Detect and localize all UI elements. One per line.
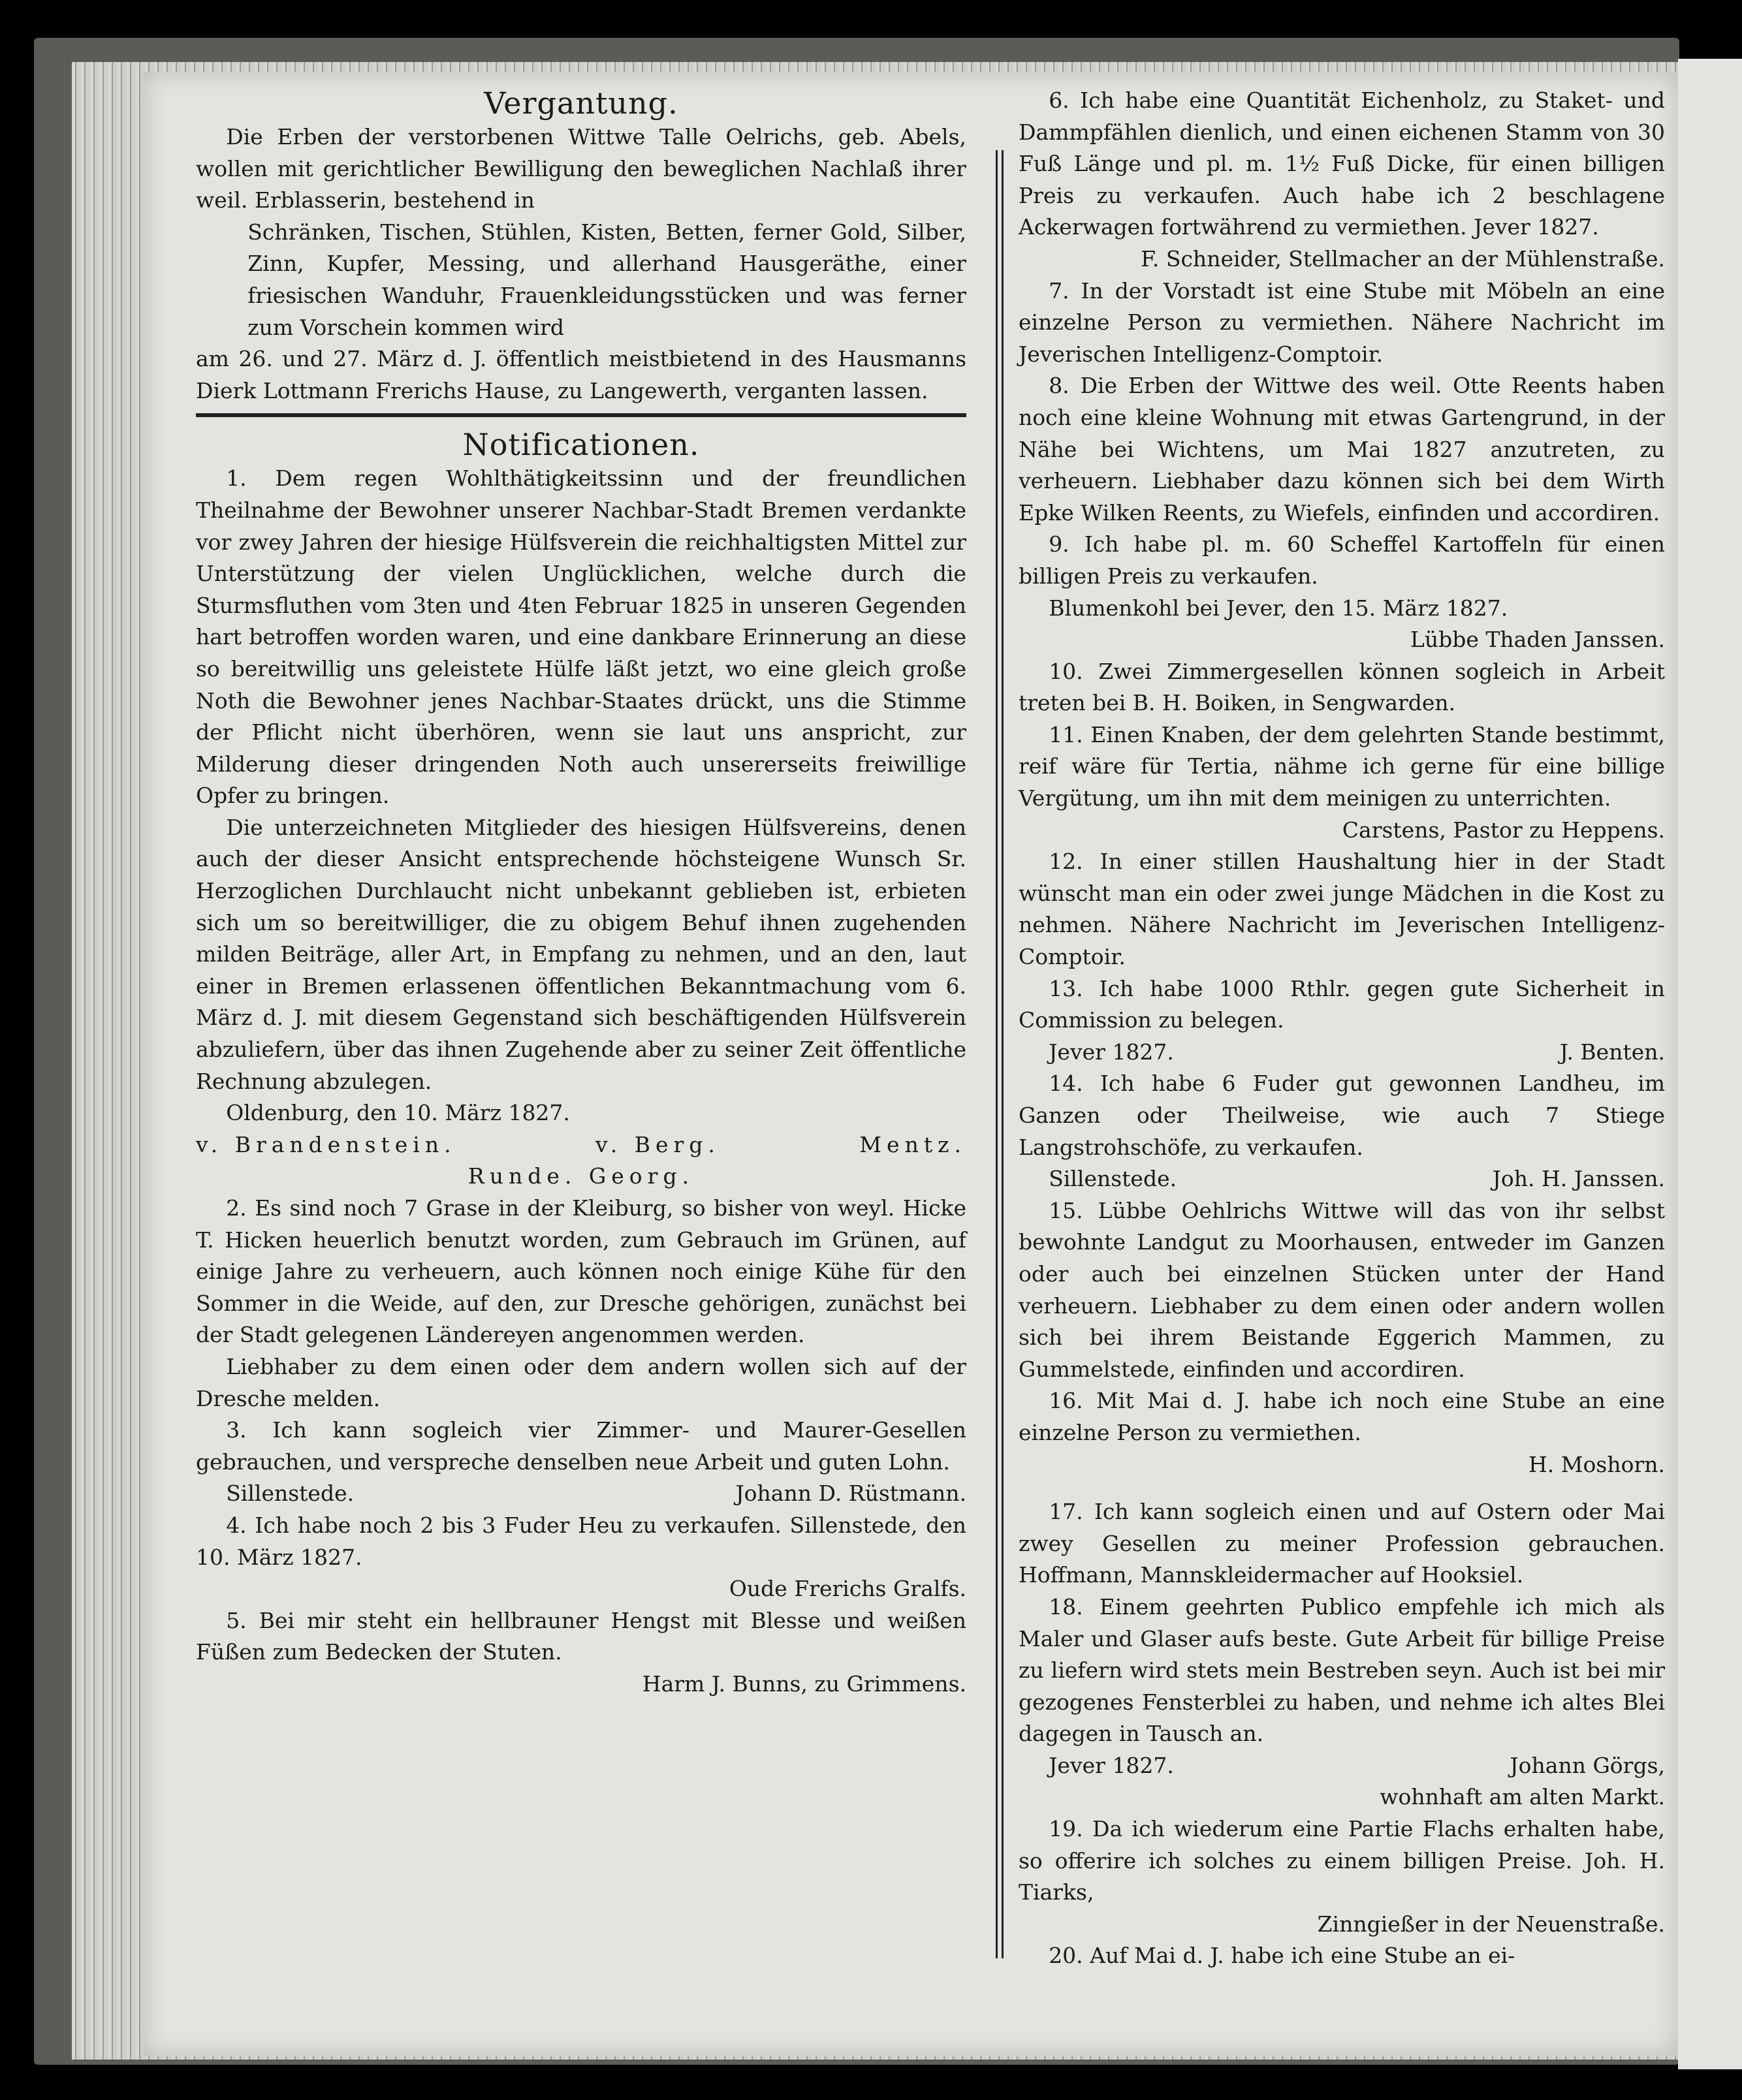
paragraph: 16. Mit Mai d. J. habe ich noch eine Stube an eine einzelne Person zu vermiethen. — [1019, 1388, 1665, 1445]
column-divider — [996, 150, 1004, 1958]
paragraph: Die Erben der verstorbenen Wittwe Talle Oelrichs, geb. Abels, wollen mit gerichtlicher Bewilligung den beweglichen Nachlaß ihrer weil. Erblasserin, bestehend in — [196, 124, 966, 213]
paragraph: wohnhaft am alten Markt. — [1380, 1784, 1665, 1810]
paragraph: Lübbe Thaden Janssen. — [1410, 627, 1665, 653]
signature-text: v. Berg. — [595, 1131, 720, 1157]
right-column — [1019, 85, 1665, 1972]
section-heading: Vergantung. — [484, 86, 678, 121]
paragraph: 9. Ich habe pl. m. 60 Scheffel Kartoffeln für einen billigen Preis zu verkaufen. — [1019, 531, 1665, 589]
signature-row — [1019, 1163, 1665, 1195]
signature-text: Sillenstede. — [1049, 1166, 1177, 1192]
paragraph: 13. Ich habe 1000 Rthlr. gegen gute Sicherheit in Commission zu belegen. — [1019, 975, 1665, 1033]
signature-row — [196, 1129, 966, 1161]
paragraph: 7. In der Vorstadt ist eine Stube mit Möbeln an eine einzelne Person zu vermiethen. Nähere Nachricht im Jeverischen Intelligenz-Comptoir. — [1019, 277, 1665, 367]
paragraph: F. Schneider, Stellmacher an der Mühlenstraße. — [1141, 245, 1665, 272]
paragraph: 10. Zwei Zimmergesellen können sogleich in Arbeit treten bei B. H. Boiken, in Sengwarden. — [1019, 658, 1665, 716]
signature-text: Sillenstede. — [226, 1481, 355, 1507]
signature-text: Mentz. — [859, 1131, 966, 1157]
signature-row — [196, 1478, 966, 1510]
paragraph: Liebhaber zu dem einen oder dem andern wollen sich auf der Dresche melden. — [196, 1353, 966, 1411]
paragraph: 19. Da ich wiederum eine Partie Flachs erhalten habe, so offerire ich solches zu einem billigen Preise. Joh. H. Tiarks, — [1019, 1816, 1665, 1905]
signature-text: Jever 1827. — [1049, 1039, 1174, 1065]
paragraph: Oude Frerichs Gralfs. — [729, 1576, 966, 1602]
section-rule — [196, 413, 966, 417]
signature-text: J. Benten. — [1559, 1039, 1665, 1065]
paragraph: 15. Lübbe Oehlrichs Wittwe will das von ihr selbst bewohnte Landgut zu Moorhausen, entweder im Ganzen oder auch bei einzelnen Stücken unter der Hand verheuern. Liebhaber zu dem einen oder andern wollen sich bei ihrem Beistande Eggerich Mammen, zu Gummelstede, einfinden und accordiren. — [1019, 1197, 1665, 1382]
paragraph: 20. Auf Mai d. J. habe ich eine Stube an ei- — [1049, 1943, 1515, 1969]
signature-text: Johann Görgs, — [1510, 1752, 1665, 1778]
signature-text: Jever 1827. — [1049, 1752, 1174, 1778]
paragraph: 14. Ich habe 6 Fuder gut gewonnen Landheu, im Ganzen oder Theilweise, wie auch 7 Stiege Langstrohschöfe, zu verkaufen. — [1019, 1071, 1665, 1160]
spacer — [1019, 1481, 1665, 1496]
section-heading: Notificationen. — [462, 427, 700, 463]
signature-text: Johann D. Rüstmann. — [735, 1481, 966, 1507]
paragraph: Runde. Georg. — [467, 1163, 695, 1189]
paragraph: Zinngießer in der Neuenstraße. — [1317, 1911, 1665, 1937]
paragraph: 11. Einen Knaben, der dem gelehrten Stande bestimmt, reif wäre für Tertia, nähme ich gerne für eine billige Vergütung, um ihn mit dem meinigen zu unterrichten. — [1019, 721, 1665, 811]
paragraph: Harm J. Bunns, zu Grimmens. — [642, 1670, 966, 1697]
paragraph: Oldenburg, den 10. März 1827. — [226, 1100, 570, 1126]
facing-page-edge — [1678, 59, 1742, 2069]
paragraph: 1. Dem regen Wohlthätigkeitssinn und der freundlichen Theilnahme der Bewohner unserer Nachbar-Stadt Bremen verdankte vor zwey Jahren der hiesige Hülfsverein die reichhaltigsten Mittel zur Unterstützung der vielen Unglücklichen, welche durch die Sturmsfluthen vom 3ten und 4ten Februar 1825 in unseren Gegenden hart betroffen worden waren, und eine dankbare Erinnerung an diese so bereitwillig uns geleistete Hülfe läßt jetzt, wo eine gleich große Noth die Bewohner jenes Nachbar-Staates drückt, uns die Stimme der Pflicht nicht überhören, wenn sie laut uns anspricht, zur Milderung dieser dringenden Noth auch unsererseits freiwillige Opfer zu bringen. — [196, 465, 966, 809]
paragraph: 3. Ich kann sogleich vier Zimmer- und Maurer-Gesellen gebrauchen, und verspreche denselben neue Arbeit und guten Lohn. — [196, 1417, 966, 1475]
signature-text: v. Brandenstein. — [196, 1131, 456, 1157]
signature-row — [1019, 1037, 1665, 1069]
paragraph: Schränken, Tischen, Stühlen, Kisten, Betten, ferner Gold, Silber, Zinn, Kupfer, Messing, und allerhand Hausgeräthe, einer friesischen Wanduhr, Frauenkleidungsstücken und was ferner zum Vorschein kommen wird — [247, 219, 966, 340]
paragraph: 2. Es sind noch 7 Grase in der Kleiburg, so bisher von weyl. Hicke T. Hicken heuerlich benutzt worden, zum Gebrauch im Grünen, auf einige Jahre zu verheuern, auch können noch einige Kühe für den Sommer in die Weide, auf den, zur Dresche gehörigen, zunächst bei der Stadt gelegenen Ländereyen angenommen werden. — [196, 1195, 966, 1348]
signature-row — [1019, 1750, 1665, 1782]
paragraph: 18. Einem geehrten Publico empfehle ich mich als Maler und Glaser aufs beste. Gute Arbeit für billige Preise zu liefern wird stets mein Bestreben seyn. Auch ist bei mir gezogenes Fensterblei zu haben, und nehme ich altes Blei dagegen in Tausch an. — [1019, 1593, 1665, 1747]
paragraph: Die unterzeichneten Mitglieder des hiesigen Hülfsvereins, denen auch der dieser Ansicht entsprechende höchsteigene Wunsch Sr. Herzoglichen Durchlaucht nicht unbekannt geblieben ist, erbieten sich um so bereitwilliger, die zu obigem Behuf ihnen zugehenden milden Beiträge, aller Art, in Empfang zu nehmen, und an den, laut einer in Bremen erlassenen öffentlichen Bekanntmachung vom 6. März d. J. mit diesem Gegenstand sich beschäftigenden Hülfsverein abzuliefern, über das ihnen Zugehende aber zu seiner Zeit öffentliche Rechnung abzulegen. — [196, 814, 966, 1094]
paragraph: H. Moshorn. — [1528, 1451, 1665, 1477]
signature-text: Joh. H. Janssen. — [1492, 1166, 1665, 1192]
paragraph: 6. Ich habe eine Quantität Eichenholz, zu Staket- und Dammpfählen dienlich, und einen eichenen Stamm von 30 Fuß Länge und pl. m. 1½ Fuß Dicke, für einen billigen Preis zu verkaufen. Auch habe ich 2 beschlagene Ackerwagen fortwährend zu vermiethen. Jever 1827. — [1019, 87, 1665, 240]
left-column — [196, 85, 966, 1700]
paragraph: 12. In einer stillen Haushaltung hier in der Stadt wünscht man ein oder zwei junge Mädchen in die Kost zu nehmen. Nähere Nachricht im Jeverischen Intelligenz-Comptoir. — [1019, 849, 1665, 970]
paragraph: Carstens, Pastor zu Heppens. — [1342, 817, 1665, 843]
paragraph: 17. Ich kann sogleich einen und auf Ostern oder Mai zwey Gesellen zu meiner Profession gebrauchen. Hoffmann, Mannskleidermacher auf Hooksiel. — [1019, 1499, 1665, 1588]
paragraph: 5. Bei mir steht ein hellbrauner Hengst mit Blesse und weißen Füßen zum Bedecken der Stuten. — [196, 1607, 966, 1665]
paragraph: am 26. und 27. März d. J. öffentlich meistbietend in des Hausmanns Dierk Lottmann Frerichs Hause, zu Langewerth, verganten lassen. — [196, 346, 966, 403]
paragraph: 4. Ich habe noch 2 bis 3 Fuder Heu zu verkaufen. Sillenstede, den 10. März 1827. — [196, 1512, 966, 1570]
paragraph: 8. Die Erben der Wittwe des weil. Otte Reents haben noch eine kleine Wohnung mit etwas Gartengrund, in der Nähe bei Wichtens, um Mai 1827 anzutreten, zu verheuern. Liebhaber dazu können sich bei dem Wirth Epke Wilken Reents, zu Wiefels, einfinden und accordiren. — [1019, 373, 1665, 525]
paragraph: Blumenkohl bei Jever, den 15. März 1827. — [1049, 595, 1508, 621]
